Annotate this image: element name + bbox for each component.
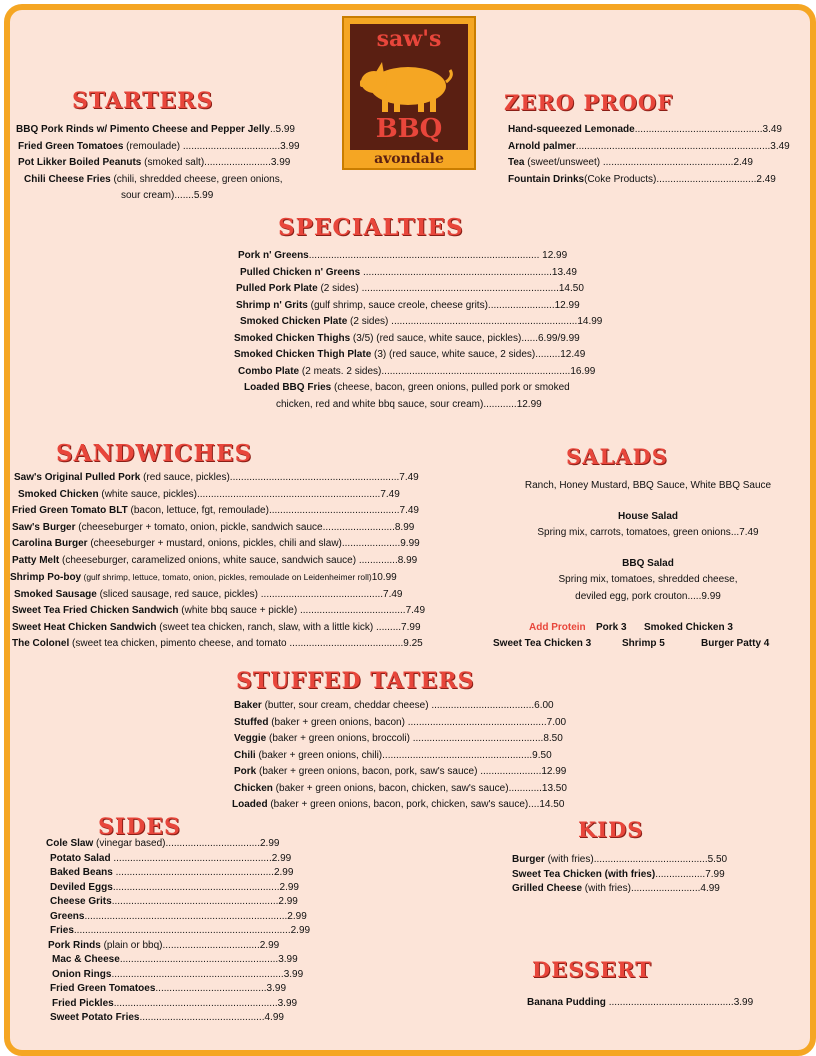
- list-item: Chicken (baker + green onions, bacon, chicken, saw's sauce)............13.50: [234, 782, 567, 794]
- specialties-list: [234, 248, 614, 413]
- list-item: Fried Green Tomatoes........................................3.99: [50, 983, 287, 994]
- sides-list: [46, 837, 311, 1026]
- list-item: Arnold palmer......................................................................3.49: [508, 140, 790, 152]
- kids-list: [512, 853, 762, 897]
- sides-heading: SIDES: [98, 814, 181, 840]
- list-item: Shrimp Po-boy (gulf shrimp, lettuce, tomato, onion, pickles, remoulade on Leidenheimer roll)10.99: [10, 572, 397, 583]
- list-item: Loaded (baker + green onions, bacon, pork, chicken, saw's sauce)....14.50: [232, 799, 565, 810]
- list-item: Smoked Chicken Thigh Plate (3) (red sauce, white sauce, 2 sides).........12.49: [234, 349, 586, 360]
- list-item: Chili (baker + green onions, chili)......................................................9.50: [234, 749, 552, 761]
- list-item: Hand-squeezed Lemonade..............................................3.49: [508, 124, 782, 135]
- list-item: Smoked Chicken Plate (2 sides) ...................................................................14.99: [240, 316, 603, 327]
- dessert-list: [527, 995, 787, 1012]
- list-item: Fried Pickles...........................................................3.99: [52, 997, 298, 1009]
- logo-location-text: avondale: [350, 150, 468, 168]
- list-item-continuation: chicken, red and white bbq sauce, sour cream)............12.99: [276, 398, 542, 410]
- list-item: Fries..............................................................................2.99: [50, 925, 311, 936]
- protein-pork: Pork 3: [596, 622, 627, 633]
- logo-bbq-text: BBQ: [375, 114, 443, 144]
- list-item: Grilled Cheese (with fries).........................4.99: [512, 883, 720, 894]
- list-item: Veggie (baker + green onions, broccoli) ...............................................8.50: [234, 733, 563, 744]
- list-item: Saw's Burger (cheeseburger + tomato, onion, pickle, sandwich sauce..........................8.99: [12, 521, 415, 533]
- list-item: Cole Slaw (vinegar based)..................................2.99: [46, 838, 280, 849]
- list-item: Sweet Potato Fries.............................................4.99: [50, 1012, 284, 1023]
- kids-heading: KIDS: [578, 817, 644, 842]
- protein-smoked-chicken: Smoked Chicken 3: [644, 622, 733, 633]
- list-item: Spring mix, carrots, tomatoes, green onions...7.49: [537, 527, 759, 538]
- list-item: Saw's Original Pulled Pork (red sauce, pickles).............................................................7.49: [14, 472, 419, 483]
- list-item: Pork n' Greens................................................................................... 12.99: [238, 250, 568, 261]
- list-item: Shrimp n' Grits (gulf shrimp, sauce creole, cheese grits)........................12.99: [236, 299, 580, 311]
- list-item: Loaded BBQ Fries (cheese, bacon, green onions, pulled pork or smoked: [244, 382, 570, 393]
- list-item: Pot Likker Boiled Peanuts (smoked salt)........................3.99: [18, 157, 291, 168]
- list-item: Greens.........................................................................2.99: [50, 910, 307, 922]
- list-item: Sweet Tea Fried Chicken Sandwich (white bbq sauce + pickle) ......................................7.49: [12, 605, 426, 616]
- list-item-continuation: deviled egg, pork crouton.....9.99: [575, 590, 721, 602]
- list-item: Fountain Drinks(Coke Products)....................................2.49: [508, 173, 776, 185]
- starters-list: [16, 122, 346, 205]
- list-item: Fried Green Tomato BLT (bacon, lettuce, fgt, remoulade)...............................................7.49: [12, 505, 419, 516]
- salads-list: [488, 478, 808, 605]
- list-item: Onion Rings..............................................................3.99: [52, 968, 304, 980]
- list-item: Patty Melt (cheeseburger, caramelized onions, white sauce, sandwich sauce) ..............8.99: [12, 554, 418, 566]
- dressings-text: Ranch, Honey Mustard, BBQ Sauce, White BBQ Sauce: [524, 480, 772, 491]
- list-item: Mac & Cheese.........................................................3.99: [52, 954, 298, 965]
- list-item: Potato Salad .........................................................2.99: [50, 852, 292, 864]
- list-item: Burger (with fries).........................................5.50: [512, 854, 728, 865]
- list-item: Cheese Grits............................................................2.99: [50, 896, 298, 907]
- list-item: Pork (baker + green onions, bacon, pork, saw's sauce) ......................12.99: [234, 766, 567, 777]
- list-item: The Colonel (sweet tea chicken, pimento cheese, and tomato .........................................9.25: [12, 638, 423, 649]
- list-item-title: BBQ Salad: [622, 557, 674, 569]
- list-item: Smoked Chicken (white sauce, pickles)..................................................................7.49: [18, 488, 400, 500]
- zero-proof-list: [508, 122, 798, 188]
- list-item: Smoked Sausage (sliced sausage, red sauce, pickles) ............................................7.49: [14, 588, 403, 600]
- list-item: Combo Plate (2 meats. 2 sides)....................................................................16.99: [238, 365, 596, 377]
- list-item: Sweet Heat Chicken Sandwich (sweet tea chicken, ranch, slaw, with a little kick) .........7.99: [12, 621, 421, 633]
- saws-bbq-logo: [342, 16, 476, 170]
- protein-sweet-tea-chicken: Sweet Tea Chicken 3: [493, 638, 592, 649]
- list-item: Smoked Chicken Thighs (3/5) (red sauce, white sauce, pickles)......6.99/9.99: [234, 332, 580, 344]
- pig-icon: [358, 56, 460, 114]
- starters-heading: STARTERS: [72, 88, 214, 114]
- list-item: Tea (sweet/unsweet) ...............................................2.49: [508, 157, 753, 168]
- list-item: Baker (butter, sour cream, cheddar cheese) .....................................6.00: [234, 700, 554, 711]
- list-item: Baked Beans .........................................................2.99: [50, 867, 294, 878]
- logo-top-text: saw's: [376, 26, 442, 52]
- list-item: Stuffed (baker + green onions, bacon) ..................................................7.00: [234, 716, 567, 728]
- sandwiches-heading: SANDWICHES: [56, 440, 253, 467]
- list-item: Carolina Burger (cheeseburger + mustard, onions, pickles, chili and slaw).....................9.99: [12, 538, 420, 549]
- dessert-heading: DESSERT: [532, 957, 652, 982]
- protein-shrimp: Shrimp 5: [622, 638, 665, 649]
- list-item-continuation: sour cream).......5.99: [121, 190, 214, 201]
- list-item: Pulled Chicken n' Greens ....................................................................13.49: [240, 266, 577, 278]
- list-item: Banana Pudding .............................................3.99: [527, 997, 754, 1008]
- sandwiches-list: [10, 470, 460, 653]
- list-item: Chili Cheese Fries (chili, shredded cheese, green onions,: [24, 173, 283, 185]
- list-item: Sweet Tea Chicken (with fries)..................7.99: [512, 868, 725, 880]
- specialties-heading: SPECIALTIES: [278, 214, 464, 241]
- list-item: Deviled Eggs............................................................2.99: [50, 881, 299, 893]
- stuffed-taters-list: [232, 698, 612, 814]
- list-item: BBQ Pork Rinds w/ Pimento Cheese and Pepper Jelly..5.99: [16, 124, 295, 135]
- zero-proof-heading: ZERO PROOF: [504, 90, 674, 115]
- list-item-title: House Salad: [617, 510, 679, 522]
- list-item: Fried Green Tomatoes (remoulade) ...................................3.99: [18, 140, 300, 152]
- add-protein-label: Add Protein: [529, 622, 586, 633]
- stuffed-taters-heading: STUFFED TATERS: [236, 668, 475, 694]
- protein-burger-patty: Burger Patty 4: [701, 638, 770, 649]
- list-item: Spring mix, tomatoes, shredded cheese,: [558, 574, 738, 585]
- salads-heading: SALADS: [566, 444, 668, 469]
- list-item: Pork Rinds (plain or bbq)...................................2.99: [48, 939, 280, 951]
- list-item: Pulled Pork Plate (2 sides) .......................................................................14.50: [236, 283, 584, 294]
